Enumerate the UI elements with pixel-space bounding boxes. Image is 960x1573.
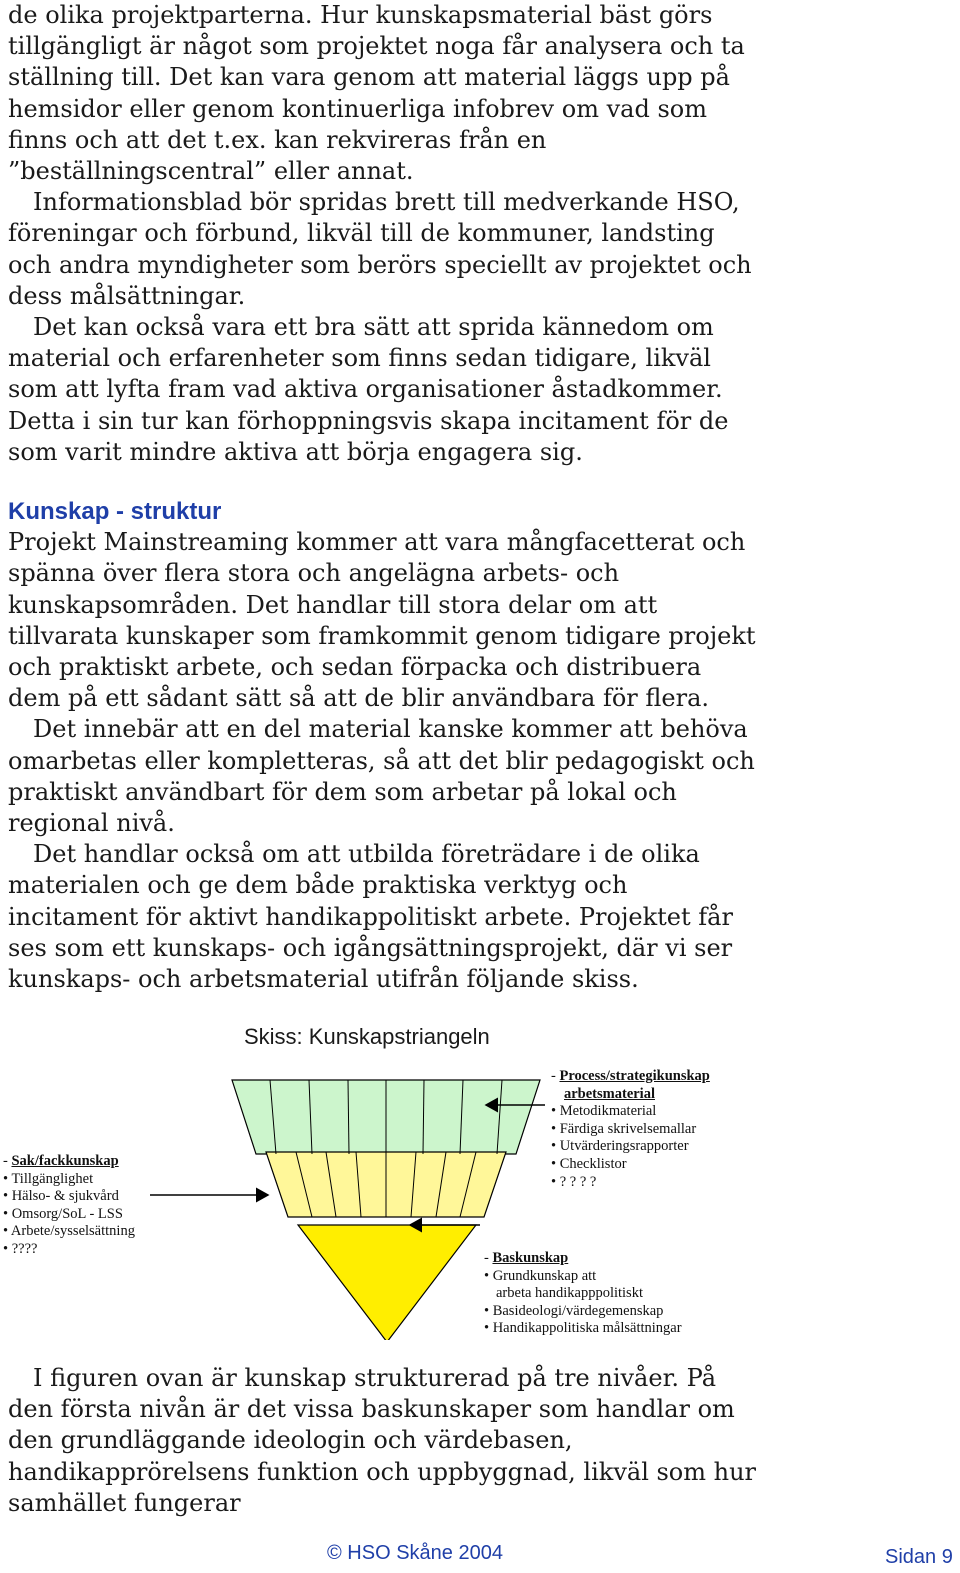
sak-heading: Sak/fackkunskap <box>11 1153 119 1169</box>
section-paragraph-3: Det handlar också om att utbilda företrädare i de olika materialen och ge dem både praktiska verktyg och incitament för aktivt handikappolitiskt arbete. Projektet får ses som ett kunskaps- och igångsättningsprojekt, där vi ser kunskaps- och arbetsmaterial utifrån följande skiss. <box>8 840 733 994</box>
section-paragraph-1: Projekt Mainstreaming kommer att vara mångfacetterat och spänna över flera stora och angelägna arbets- och kunskapsområden. Det handlar till stora delar om att tillvarata kunskaper som framkommit genom tidigare projekt och praktiskt arbete, och sedan förpacka och distribuera dem på ett sådant sätt så att de blir användbara för flera. <box>8 528 756 713</box>
bas-knowledge-label <box>484 1250 682 1338</box>
process-knowledge-label <box>551 1068 710 1191</box>
after-figure-text <box>8 1363 768 1519</box>
spacer <box>8 468 758 496</box>
bas-dash: - <box>484 1250 489 1266</box>
intro-paragraph-3: Det kan också vara ett bra sätt att sprida kännedom om material och erfarenheter som finns sedan tidigare, likväl som att lyfta fram vad aktiva organisationer åstadkommer. Detta i sin tur kan förhoppningsvis skapa incitament för de som varit mindre aktiva att börja engagera sig. <box>8 313 729 466</box>
bas-item-continuation: arbeta handikapppolitiskt <box>496 1285 643 1302</box>
sak-item: • Arbete/sysselsättning <box>3 1223 135 1241</box>
sak-item: • Omsorg/SoL - LSS <box>3 1206 135 1224</box>
triangle-bottom-level <box>298 1225 476 1340</box>
document-body <box>8 0 758 995</box>
sak-dash: - <box>3 1153 8 1169</box>
sak-item: • ???? <box>3 1241 135 1259</box>
process-item: • Utvärderingsrapporter <box>551 1138 710 1156</box>
after-paragraph-1: I figuren ovan är kunskap strukturerad på tre nivåer. På den första nivån är det vissa baskunskaper som handlar om den grundläggande ideologin och värdebasen, handikapprörelsens funktion och uppbyggnad, likväl som hur samhället fungerar <box>8 1364 757 1517</box>
footer-page-number: Sidan 9 <box>885 1546 953 1568</box>
sak-item: • Hälso- & sjukvård <box>3 1188 135 1206</box>
process-item: • ? ? ? ? <box>551 1174 710 1192</box>
process-dash: - <box>551 1068 556 1084</box>
process-heading-line1: Process/strategikunskap <box>559 1068 710 1084</box>
sak-knowledge-label <box>3 1153 135 1259</box>
bas-item: • Basideologi/värdegemenskap <box>484 1303 682 1321</box>
section-paragraph-2: Det innebär att en del material kanske kommer att behöva omarbetas eller kompletteras, så att det blir pedagogiskt och praktiskt användbart för dem som arbetar på lokal och regional nivå. <box>8 715 755 838</box>
process-item: • Färdiga skrivelsemallar <box>551 1121 710 1139</box>
intro-paragraph-2: Informationsblad bör spridas brett till medverkande HSO, föreningar och förbund, likväl till de kommuner, landsting och andra myndigheter som berörs speciellt av projektet och dess målsättningar. <box>8 188 752 310</box>
bas-heading: Baskunskap <box>492 1250 569 1266</box>
footer-copyright: © HSO Skåne 2004 <box>327 1542 503 1564</box>
section-heading: Kunskap - struktur <box>8 498 222 526</box>
process-heading-line2: arbetsmaterial <box>564 1085 655 1102</box>
sak-item: • Tillgänglighet <box>3 1171 135 1189</box>
bas-item: • Handikappolitiska målsättningar <box>484 1320 682 1338</box>
intro-paragraph-1: de olika projektparterna. Hur kunskapsmaterial bäst görs tillgängligt är något som projektet noga får analysera och ta ställning till. Det kan vara genom att material läggs upp på hemsidor eller genom kontinuerliga infobrev om vad som finns och att det t.ex. kan rekvireras från en ”beställningscentral” eller annat. <box>8 1 745 186</box>
process-item: • Metodikmaterial <box>551 1103 710 1121</box>
process-item: • Checklistor <box>551 1156 710 1174</box>
sketch-title: Skiss: Kunskapstriangeln <box>244 1024 490 1049</box>
bas-item: • Grundkunskap att <box>484 1268 682 1286</box>
